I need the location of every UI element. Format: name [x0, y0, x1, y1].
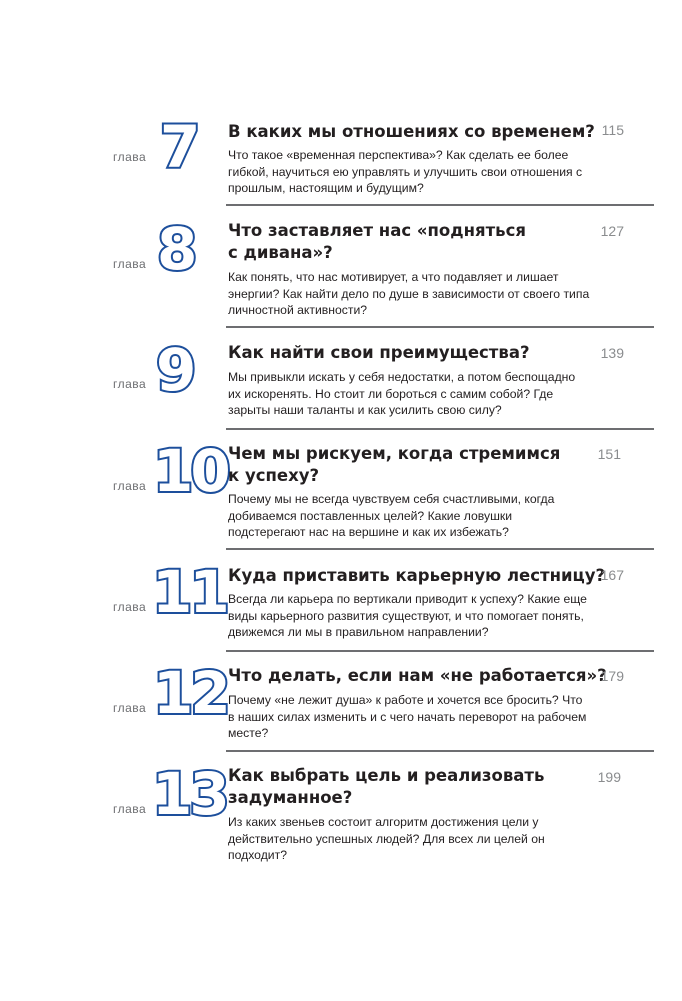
chapter-title[interactable]: Чем мы рискуем, когда стремимся к успеху? — [228, 444, 561, 485]
divider — [226, 548, 654, 550]
chapter-title[interactable]: Куда приставить карьерную лестницу? — [228, 566, 606, 585]
chapter-number: 11 — [152, 558, 227, 626]
chapter-number: 7 — [160, 113, 198, 181]
chapter-description: Почему мы не всегда чувствуем себя счастливыми, когда добиваемся поставленных целей? Какие ловушки подстерегают нас на вершине и как их избежать? — [228, 492, 555, 539]
page-number[interactable]: 199 — [597, 769, 621, 785]
chapter-title[interactable]: Что делать, если нам «не работается»? — [228, 666, 607, 685]
chapter-word: глава — [113, 257, 147, 271]
page-number[interactable]: 127 — [600, 223, 624, 239]
page-number[interactable]: 151 — [597, 446, 621, 462]
chapter-description: Из каких звеньев состоит алгоритм достижения цели у действительно успешных людей? Для всех ли целей он подходит? — [228, 815, 545, 862]
chapter-description: Как понять, что нас мотивирует, а что подавляет и лишает энергии? Как найти дело по душе в зависимости от своего типа личностной активности? — [228, 270, 590, 317]
chapter-number: 8 — [157, 215, 195, 283]
page-number[interactable]: 179 — [600, 668, 624, 684]
chapter-word: глава — [113, 377, 147, 391]
chapter-title[interactable]: Как выбрать цель и реализовать задуманное? — [228, 766, 545, 807]
chapter-word: глава — [113, 150, 147, 164]
divider — [226, 650, 654, 652]
page-number[interactable]: 115 — [601, 122, 624, 138]
chapter-description: Всегда ли карьера по вертикали приводит к успеху? Какие еще виды карьерного развития существуют, и что помогает понять, движемся ли мы в правильном направлении? — [228, 592, 587, 639]
chapter-description: Почему «не лежит душа» к работе и хочется все бросить? Что в наших силах изменить и с чего начать переворот на рабочем месте? — [228, 693, 587, 740]
chapter-number: 13 — [152, 760, 227, 828]
page-number[interactable]: 139 — [600, 345, 624, 361]
chapter-word: глава — [113, 802, 147, 816]
chapter-word: глава — [113, 600, 147, 614]
chapter-description: Мы привыкли искать у себя недостатки, а потом беспощадно их искоренять. Но стоит ли бороться с самим собой? Где зарыты наши таланты и как усилить свою силу? — [228, 370, 576, 417]
divider — [226, 750, 654, 752]
chapter-word: глава — [113, 479, 147, 493]
page-number[interactable]: 167 — [600, 567, 624, 583]
divider — [226, 326, 654, 328]
chapter-description: Что такое «временная перспектива»? Как сделать ее более гибкой, научиться ею управлять и улучшить свои отношения с прошлым, настоящим и будущим? — [228, 148, 583, 195]
chapter-number: 9 — [156, 336, 194, 404]
chapter-word: глава — [113, 701, 147, 715]
chapter-title[interactable]: Что заставляет нас «подняться с дивана»? — [228, 221, 526, 262]
chapter-number: 10 — [153, 437, 228, 505]
divider — [226, 204, 654, 206]
chapter-title[interactable]: В каких мы отношениях со временем? — [228, 122, 595, 141]
chapter-title[interactable]: Как найти свои преимущества? — [228, 343, 530, 362]
divider — [226, 428, 654, 430]
chapter-number: 12 — [153, 659, 228, 727]
